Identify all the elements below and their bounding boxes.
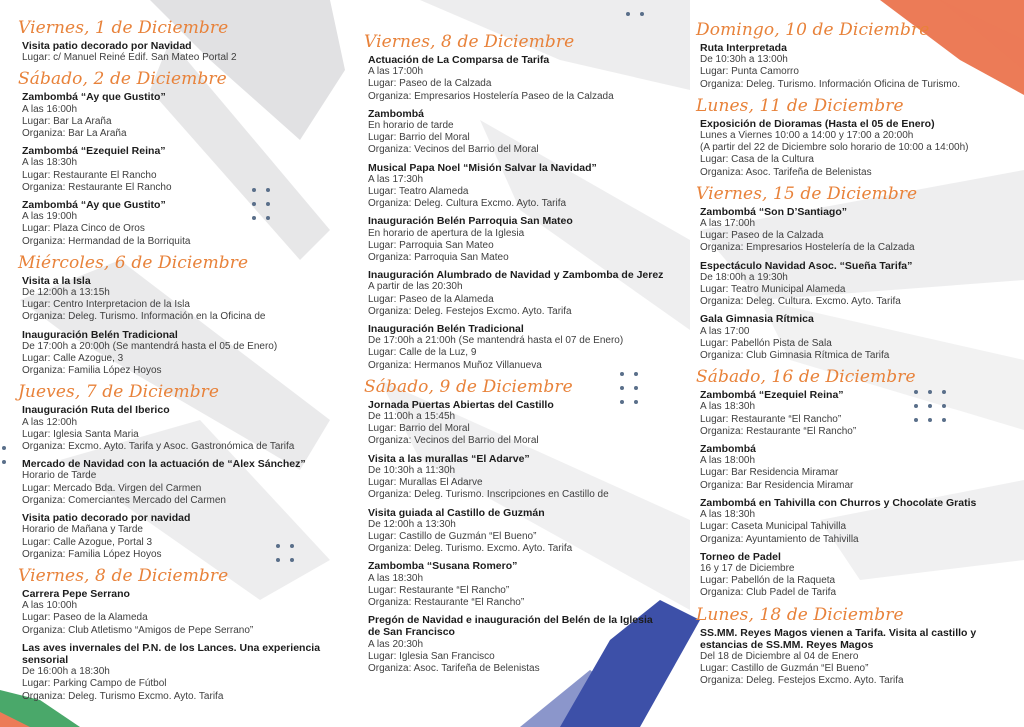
event-title: Inauguración Alumbrado de Navidad y Zambomba de Jerez xyxy=(368,269,664,282)
day-heading: Jueves, 7 de Diciembre xyxy=(18,382,220,403)
event-line: Lugar: Calle Azogue, Portal 3 xyxy=(22,536,153,548)
event-line: Lugar: Calle Azogue, 3 xyxy=(22,353,124,365)
event-line: De 11:00h a 15:45h xyxy=(368,411,456,423)
event-line: Organiza: Hermandad de la Borriquita xyxy=(22,235,191,247)
event-line: A las 16:00h xyxy=(22,103,78,115)
event xyxy=(22,91,340,140)
event-line: Organiza: Empresarios Hostelería de la Calzada xyxy=(700,242,915,254)
event-line: Lugar: Barrio del Moral xyxy=(368,423,470,435)
event-line: Lugar: Mercado Bda. Virgen del Carmen xyxy=(22,482,202,494)
event-line: Organiza: Deleg. Turismo Excmo. Ayto. Tarifa xyxy=(22,690,224,702)
event-line: Lugar: Murallas El Adarve xyxy=(368,477,483,489)
event xyxy=(368,453,664,502)
event-title: Mercado de Navidad con la actuación de “Alex Sánchez” xyxy=(22,458,306,471)
event xyxy=(700,389,1008,438)
event xyxy=(22,458,340,507)
event-line: De 10:30h a 13:00h xyxy=(700,54,788,66)
event-title: Zambombá “Ay que Gustito” xyxy=(22,91,166,104)
event-title: Inauguración Belén Parroquia San Mateo xyxy=(368,215,573,228)
day-heading: Viernes, 8 de Diciembre xyxy=(18,565,229,586)
event xyxy=(700,627,1008,688)
day-heading: Sábado, 9 de Diciembre xyxy=(364,376,573,397)
event-line: De 18:00h a 19:30h xyxy=(700,271,788,283)
event xyxy=(368,54,664,103)
event-title: Zambombá xyxy=(700,443,757,456)
event-title: SS.MM. Reyes Magos vienen a Tarifa. Visita al castillo y estancias de SS.MM. Reyes Magos xyxy=(700,626,977,651)
event-line: Lugar: Paseo de la Alameda xyxy=(368,293,494,305)
event-line: Lugar: Paseo de la Calzada xyxy=(700,230,824,242)
event-line: A las 18:30h xyxy=(700,401,756,413)
event-line: Lugar: Calle de la Luz, 9 xyxy=(368,347,477,359)
event-line: Lugar: Caseta Municipal Tahivilla xyxy=(700,521,847,533)
event-line: Lugar: Iglesia Santa Maria xyxy=(22,428,139,440)
event xyxy=(22,329,340,378)
event xyxy=(22,275,340,324)
event-line: Organiza: Restaurante El Rancho xyxy=(22,181,172,193)
day-heading: Miércoles, 6 de Diciembre xyxy=(18,252,249,273)
event-line: Lugar: Iglesia San Francisco xyxy=(368,650,495,662)
event-line: Organiza: Club Padel de Tarifa xyxy=(700,587,837,599)
event-line: De 17:00h a 21:00h (Se mantendrá hasta el 07 de Enero) xyxy=(368,335,624,347)
event-line: Lugar: Pabellón de la Raqueta xyxy=(700,575,836,587)
event-title: Inauguración Ruta del Iberico xyxy=(22,404,170,417)
event-line: (A partir del 22 de Diciembre solo horario de 10:00 a 14:00h) xyxy=(700,142,969,154)
event-line: Organiza: Deleg. Turismo. Información Oficina de Turismo. xyxy=(700,78,961,90)
event xyxy=(368,108,664,157)
event-line: Lugar: Bar Residencia Miramar xyxy=(700,467,839,479)
event-title: Gala Gimnasia Rítmica xyxy=(700,313,814,326)
event-line: De 10:30h a 11:30h xyxy=(368,464,456,476)
event-title: Musical Papa Noel “Misión Salvar la Navidad” xyxy=(368,161,597,174)
event-line: Organiza: Club Gimnasia Rítmica de Tarifa xyxy=(700,350,890,362)
event-line: Lugar: Teatro Municipal Alameda xyxy=(700,284,846,296)
event-line: Organiza: Deleg. Turismo. Excmo. Ayto. Tarifa xyxy=(368,543,573,555)
event-line: Lugar: Paseo de la Calzada xyxy=(368,78,492,90)
event-line: Lugar: Bar La Araña xyxy=(22,115,112,127)
event-line: Organiza: Asoc. Tarifeña de Belenistas xyxy=(700,166,872,178)
event-line: Lugar: Pabellón Pista de Sala xyxy=(700,337,832,349)
event-line: En horario de apertura de la Iglesia xyxy=(368,227,525,239)
event-line: Organiza: Bar Residencia Miramar xyxy=(700,479,854,491)
event-title: Las aves invernales del P.N. de los Lances. Una experiencia sensorial xyxy=(22,641,321,666)
event xyxy=(700,313,1008,362)
event xyxy=(22,40,340,64)
event-line: Lugar: Restaurante “El Rancho” xyxy=(368,584,510,596)
event-line: Organiza: Club Atletismo “Amigos de Pepe Serrano” xyxy=(22,624,254,636)
event-line: A las 19:00h xyxy=(22,211,78,223)
event xyxy=(368,614,664,675)
event-line: De 17:00h a 20:00h (Se mantendrá hasta el 05 de Enero) xyxy=(22,340,278,352)
event-line: A las 10:00h xyxy=(22,600,78,612)
column-1 xyxy=(18,16,340,708)
event-title: Exposición de Dioramas (Hasta el 05 de Enero) xyxy=(700,117,935,130)
event-line: Lunes a Viernes 10:00 a 14:00 y 17:00 a 20:00h xyxy=(700,130,914,142)
event xyxy=(22,145,340,194)
event-line: Lugar: Restaurante El Rancho xyxy=(22,169,157,181)
event-line: 16 y 17 de Diciembre xyxy=(700,562,795,574)
event-line: Lugar: Parking Campo de Fútbol xyxy=(22,678,167,690)
event-line: Lugar: Centro Interpretacion de la Isla xyxy=(22,299,190,311)
event-title: Visita patio decorado por Navidad xyxy=(22,40,192,52)
event-line: Lugar: Punta Camorro xyxy=(700,66,799,78)
day-heading: Viernes, 15 de Diciembre xyxy=(696,183,918,204)
event-line: Organiza: Restaurante “El Rancho” xyxy=(700,425,857,437)
event-title: Visita a las murallas “El Adarve” xyxy=(368,452,530,465)
event-title: Zambombá “Son D’Santiago” xyxy=(700,205,848,218)
event-line: Organiza: Familia López Hoyos xyxy=(22,548,162,560)
event-title: Zambombá “Ezequiel Reina” xyxy=(22,145,166,158)
day-heading: Viernes, 1 de Diciembre xyxy=(18,18,229,38)
event-line: Del 18 de Diciembre al 04 de Enero xyxy=(700,650,859,662)
event-line: A las 20:30h xyxy=(368,638,424,650)
event-line: Lugar: Barrio del Moral xyxy=(368,132,470,144)
event-line: Lugar: Castillo de Guzmán “El Bueno” xyxy=(700,663,869,675)
event-title: Inauguración Belén Tradicional xyxy=(22,328,178,341)
event-line: A las 17:30h xyxy=(368,173,424,185)
event-line: Organiza: Deleg. Festejos Excmo. Ayto. Tarifa xyxy=(700,675,904,687)
event xyxy=(368,399,664,448)
event-line: Organiza: Ayuntamiento de Tahivilla xyxy=(700,533,859,545)
event-line: Lugar: Plaza Cinco de Oros xyxy=(22,223,145,235)
event-line: Organiza: Familia López Hoyos xyxy=(22,365,162,377)
event-title: Jornada Puertas Abiertas del Castillo xyxy=(368,398,554,411)
event-line: Lugar: Teatro Alameda xyxy=(368,186,469,198)
event-line: De 16:00h a 18:30h xyxy=(22,666,110,678)
event-line: Organiza: Deleg. Turismo. Información en la Oficina de xyxy=(22,311,266,323)
event-line: Organiza: Deleg. Festejos Excmo. Ayto. Tarifa xyxy=(368,305,572,317)
event xyxy=(22,404,340,453)
event-line: A las 18:00h xyxy=(700,455,756,467)
event-title: Inauguración Belén Tradicional xyxy=(368,323,524,336)
event xyxy=(700,118,1008,179)
event-line: A las 18:30h xyxy=(22,157,78,169)
day-heading: Lunes, 18 de Diciembre xyxy=(696,604,904,625)
event-title: Zambombá “Ay que Gustito” xyxy=(22,199,166,212)
column-3 xyxy=(696,18,1008,693)
event-title: Actuación de La Comparsa de Tarifa xyxy=(368,54,550,66)
event-line: A las 18:30h xyxy=(700,509,756,521)
event xyxy=(22,512,340,561)
event xyxy=(368,507,664,556)
event-title: Zambombá xyxy=(368,107,425,120)
event-title: Zambombá “Ezequiel Reina” xyxy=(700,389,844,402)
column-2 xyxy=(364,30,664,680)
event-title: Carrera Pepe Serrano xyxy=(22,587,130,600)
event-line: Organiza: Deleg. Cultura. Excmo. Ayto. Tarifa xyxy=(700,296,901,308)
event-title: Visita patio decorado por navidad xyxy=(22,512,191,525)
event-title: Visita a la Isla xyxy=(22,274,91,287)
event xyxy=(700,206,1008,255)
event xyxy=(368,162,664,211)
event-title: Torneo de Padel xyxy=(700,550,781,563)
event-line: Lugar: Restaurante “El Rancho” xyxy=(700,413,842,425)
day-heading: Domingo, 10 de Diciembre xyxy=(696,20,930,40)
event-line: Organiza: Hermanos Muñoz Villanueva xyxy=(368,359,542,371)
event-line: A partir de las 20:30h xyxy=(368,281,463,293)
event-line: Horario de Tarde xyxy=(22,470,97,482)
event-line: Organiza: Empresarios Hostelería Paseo de la Calzada xyxy=(368,90,614,102)
event-line: Organiza: Deleg. Turismo. Inscripciones en Castillo de xyxy=(368,489,609,501)
event-line: Organiza: Vecinos del Barrio del Moral xyxy=(368,144,539,156)
event-title: Zambombá en Tahivilla con Churros y Chocolate Gratis xyxy=(700,496,977,509)
event-line: Lugar: Casa de la Cultura xyxy=(700,154,814,166)
event xyxy=(22,588,340,637)
event-line: A las 17:00 xyxy=(700,325,750,337)
event-line: Organiza: Vecinos del Barrio del Moral xyxy=(368,435,539,447)
event xyxy=(22,642,340,703)
event xyxy=(700,551,1008,600)
event-line: A las 17:00h xyxy=(368,66,424,78)
event-line: Horario de Mañana y Tarde xyxy=(22,524,143,536)
event-line: Lugar: Paseo de la Alameda xyxy=(22,612,148,624)
event-title: Ruta Interpretada xyxy=(700,42,787,54)
event xyxy=(700,42,1008,91)
event-line: Organiza: Asoc. Tarifeña de Belenistas xyxy=(368,662,540,674)
event-line: A las 12:00h xyxy=(22,416,78,428)
event-line: Lugar: Parroquia San Mateo xyxy=(368,239,494,251)
event xyxy=(700,260,1008,309)
event-title: Visita guiada al Castillo de Guzmán xyxy=(368,506,545,519)
event xyxy=(700,497,1008,546)
event xyxy=(368,323,664,372)
event-line: De 12:00h a 13:15h xyxy=(22,287,110,299)
event xyxy=(368,269,664,318)
event-title: Zambomba “Susana Romero” xyxy=(368,560,518,573)
event-line: A las 17:00h xyxy=(700,218,756,230)
day-heading: Viernes, 8 de Diciembre xyxy=(364,32,575,52)
event-line: Organiza: Deleg. Cultura Excmo. Ayto. Tarifa xyxy=(368,198,567,210)
event xyxy=(22,199,340,248)
event-line: Lugar: c/ Manuel Reiné Edif. San Mateo Portal 2 xyxy=(22,52,237,64)
event xyxy=(368,560,664,609)
event-title: Espectáculo Navidad Asoc. “Sueña Tarifa” xyxy=(700,259,913,272)
day-heading: Lunes, 11 de Diciembre xyxy=(696,95,904,116)
event-line: Organiza: Bar La Araña xyxy=(22,128,127,140)
day-heading: Sábado, 16 de Diciembre xyxy=(696,367,916,388)
event-line: De 12:00h a 13:30h xyxy=(368,518,456,530)
event xyxy=(368,215,664,264)
event-line: Organiza: Excmo. Ayto. Tarifa y Asoc. Gastronómica de Tarifa xyxy=(22,441,295,453)
event-line: Organiza: Comerciantes Mercado del Carmen xyxy=(22,494,226,506)
event xyxy=(700,443,1008,492)
event-title: Pregón de Navidad e inauguración del Belén de la Iglesia de San Francisco xyxy=(368,614,653,639)
day-heading: Sábado, 2 de Diciembre xyxy=(18,69,227,90)
event-line: En horario de tarde xyxy=(368,120,454,132)
event-line: A las 18:30h xyxy=(368,572,424,584)
event-line: Organiza: Restaurante “El Rancho” xyxy=(368,596,525,608)
event-line: Organiza: Parroquia San Mateo xyxy=(368,252,509,264)
event-line: Lugar: Castillo de Guzmán “El Bueno” xyxy=(368,530,537,542)
